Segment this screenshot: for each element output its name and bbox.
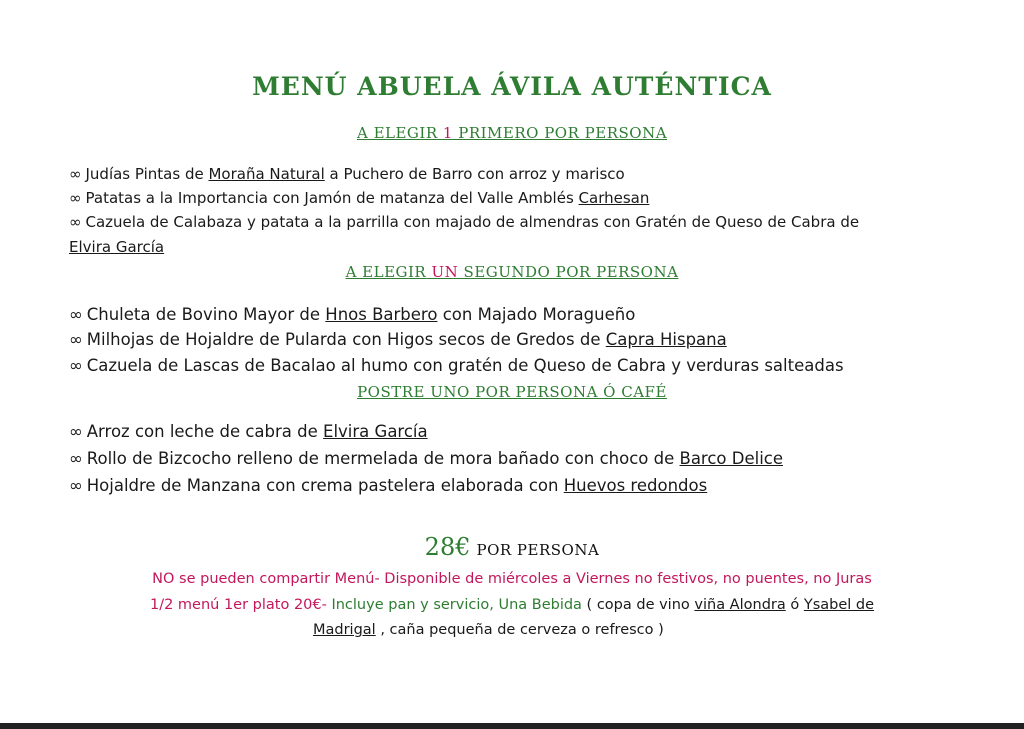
price-amount: 28€ [424,533,471,561]
primero-heading [0,124,1024,142]
item-text: Cazuela de Calabaza y patata a la parrilla con majado de almendras con Gratén de Queso de Cabra de [85,213,860,231]
primero-heading-a: A ELEGIR [356,124,443,142]
item-producer: Huevos redondos [563,476,708,495]
postre-item-3 [69,476,707,495]
primero-item-3 [69,213,859,231]
infinity-bullet-icon: ∞ [69,165,82,183]
infinity-bullet-icon: ∞ [69,213,82,231]
drink-options: , caña pequeña de cerveza o refresco ) [375,622,664,638]
item-text: Cazuela de Lascas de Bacalao al humo con gratén de Queso de Cabra y verduras salteadas [86,356,844,375]
primero-item-3-cont [69,238,164,256]
menu-title: MENÚ ABUELA ÁVILA AUTÉNTICA [252,72,772,101]
wine-brand-2-cont: Madrigal [313,622,376,638]
drink-note-cont [313,622,664,638]
item-text: Judías Pintas de [85,165,209,183]
drink-text: ( copa de vino [581,597,695,613]
availability-note: NO se pueden compartir Menú- Disponible de miércoles a Viernes no festivos, no puentes, no Juras [152,571,872,587]
price-line [0,533,1024,561]
segundo-heading-a: A ELEGIR [345,263,427,281]
item-text: Arroz con leche de cabra de [86,422,324,441]
postre-heading [0,383,1024,401]
item-text-tail: a Puchero de Barro con arroz y marisco [324,165,625,183]
postre-item-2 [69,449,783,468]
includes-text: Incluye pan y servicio, Una Bebida [326,597,582,613]
segundo-item-3 [69,356,844,375]
primero-item-2 [69,189,649,207]
item-text: Patatas a la Importancia con Jamón de matanza del Valle Amblés [85,189,579,207]
segundo-heading-un: UN [426,263,464,281]
infinity-bullet-icon: ∞ [69,330,83,349]
item-producer: Barco Delice [679,449,784,468]
primero-item-1 [69,165,625,183]
infinity-bullet-icon: ∞ [69,356,83,375]
item-producer: Capra Hispana [605,330,727,349]
item-producer: Carhesan [578,189,650,207]
half-menu-note [0,597,1024,613]
wine-brand-1: viña Alondra [694,597,786,613]
item-producer: Moraña Natural [208,165,325,183]
postre-heading-text: POSTRE UNO POR PERSONA Ó CAFÉ [357,383,667,401]
drink-or: ó [785,597,804,613]
item-text: Hojaldre de Manzana con crema pastelera elaborada con [86,476,564,495]
infinity-bullet-icon: ∞ [69,305,83,324]
infinity-bullet-icon: ∞ [69,189,82,207]
item-text: Milhojas de Hojaldre de Pularda con Higos secos de Gredos de [86,330,606,349]
item-text: Chuleta de Bovino Mayor de [86,305,326,324]
infinity-bullet-icon: ∞ [69,449,83,468]
price-label: POR PERSONA [476,541,600,559]
segundo-item-2 [69,330,727,349]
item-producer: Elvira García [323,422,428,441]
segundo-heading [0,263,1024,281]
segundo-item-1 [69,305,635,324]
bottom-border [0,723,1024,729]
item-producer: Elvira García [69,238,165,256]
primero-heading-num: 1 [442,124,453,142]
infinity-bullet-icon: ∞ [69,476,83,495]
segundo-heading-b: SEGUNDO POR PERSONA [463,263,679,281]
postre-item-1 [69,422,428,441]
item-text-tail: con Majado Moragueño [437,305,636,324]
half-menu-price: 1/2 menú 1er plato 20€- [149,597,327,613]
item-producer: Hnos Barbero [325,305,438,324]
primero-heading-b: PRIMERO POR PERSONA [452,124,668,142]
wine-brand-2: Ysabel de [803,597,875,613]
infinity-bullet-icon: ∞ [69,422,83,441]
item-text: Rollo de Bizcocho relleno de mermelada de mora bañado con choco de [86,449,680,468]
